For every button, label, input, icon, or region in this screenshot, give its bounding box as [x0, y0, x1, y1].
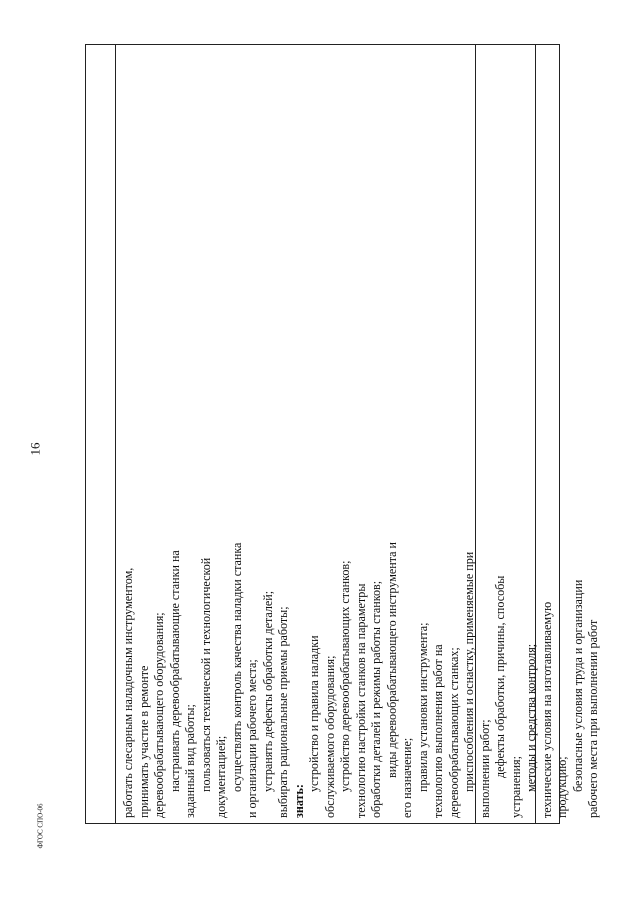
- skills-knowledge-cell: [121, 58, 602, 818]
- document-footer: ФГОС СПО-06: [36, 803, 45, 849]
- text-line: заданный вид работы;: [183, 704, 197, 818]
- text-line: деревообрабатывающих станках;: [446, 647, 461, 818]
- text-line: устранять дефекты обработки деталей;: [260, 590, 275, 792]
- table-sheet: [85, 44, 600, 824]
- text-line: выполнении работ;: [477, 719, 492, 818]
- text-line: виды деревообрабатывающего инструмента и: [384, 542, 399, 778]
- text-line: обслуживаемого оборудования;: [322, 655, 337, 818]
- text-line: технологию выполнения работ на: [431, 644, 445, 818]
- text-line: устройство и правила наладки: [307, 635, 321, 792]
- text-line: технические условия на изготавливаемую: [539, 601, 554, 818]
- text-line: устранения;: [508, 756, 523, 818]
- text-line: выбирать рациональные приемы работы;: [276, 606, 290, 818]
- text-line: правила установки инструмента;: [415, 622, 430, 792]
- text-line: приспособления и оснастку, применяемые при: [462, 551, 476, 792]
- text-line: работать слесарным наладочным инструментом,: [121, 567, 135, 818]
- text-line: методы и средства контроля;: [524, 643, 538, 792]
- text-line: и организации рабочего места;: [245, 659, 259, 818]
- row-divider-1: [115, 44, 116, 824]
- text-line: дефекты обработки, причины, способы: [493, 575, 507, 778]
- text-line: обработки деталей и режимы работы станков;: [369, 580, 383, 818]
- text-line: документацией;: [214, 735, 228, 818]
- text-line: принимать участие в ремонте: [136, 665, 151, 818]
- text-line: рабочего места при выполнении работ: [586, 619, 600, 818]
- text-line: безопасные условия труда и организации: [570, 579, 585, 792]
- text-line: настраивать деревообрабатывающие станки на: [167, 550, 182, 792]
- text-line: осуществлять контроль качества наладки станка: [229, 542, 244, 792]
- text-line: пользоваться технической и технологической: [198, 557, 213, 792]
- text-line: знать:: [291, 784, 306, 818]
- page-number: 16: [27, 442, 43, 456]
- text-line: деревообрабатывающего оборудования;: [152, 612, 166, 818]
- text-line: технологию настройки станков на параметры: [353, 583, 368, 818]
- text-line: устройство деревообрабатывающих станков;: [338, 560, 352, 792]
- text-line: его назначение;: [400, 737, 414, 818]
- text-line: продукцию;: [555, 756, 569, 818]
